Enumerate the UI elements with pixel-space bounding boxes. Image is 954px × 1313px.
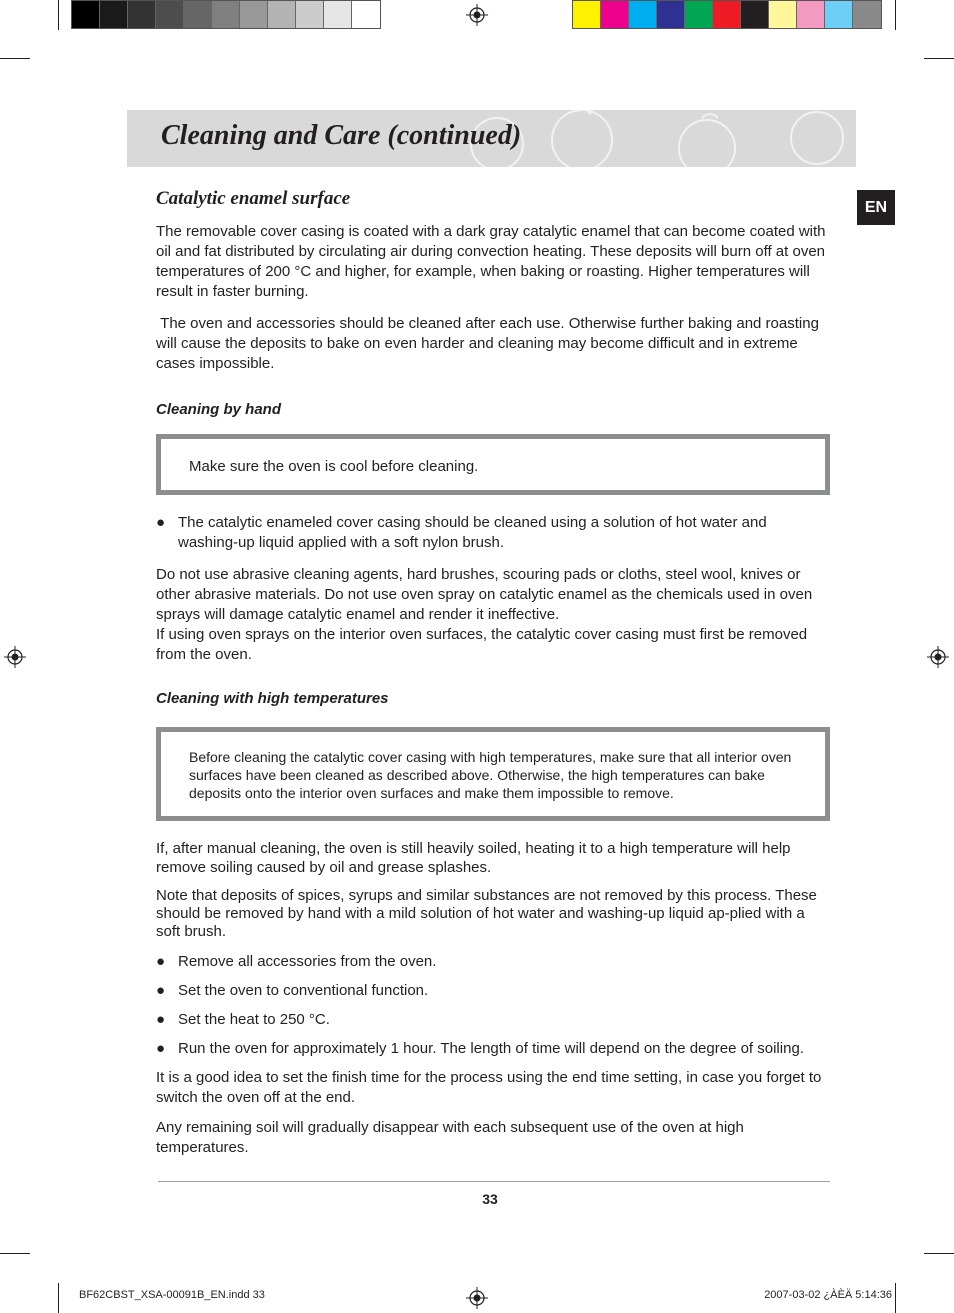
registration-mark-top-icon [466,4,488,26]
crop-mark-top-left-h [0,58,30,59]
color-swatch [240,1,268,28]
registration-mark-bottom-icon [466,1287,488,1309]
crop-mark-bottom-right-v [895,1283,896,1313]
crop-mark-top-right-v [895,0,896,30]
color-swatch [797,1,825,28]
intro-paragraph-2: The oven and accessories should be cleaned after each use. Otherwise further baking and roasting will cause the deposits to bake on even harder and cleaning may become difficult and in extreme cases impossible. [156,315,824,372]
color-swatch [184,1,212,28]
color-swatch [573,1,601,28]
page-number: 33 [482,1191,498,1207]
bullet-icon: ● [156,953,166,970]
paragraph-abrasives: Do not use abrasive cleaning agents, hard brushes, scouring pads or cloths, steel wool, knives or other abrasive materials. Do not use oven spray on catalytic enamel as the chemicals used in oven sprays will damage catalytic enamel and render it ineffective. [156,566,813,623]
process-color-bar [572,0,882,29]
color-swatch [352,1,380,28]
bullet-icon: ● [156,1011,166,1028]
color-swatch [629,1,657,28]
footer-divider [158,1181,830,1182]
print-timestamp: 2007-03-02 ¿ÀÈÄ 5:14:36 [764,1289,892,1301]
file-slug: BF62CBST_XSA-00091B_EN.indd 33 [79,1289,265,1301]
list-item-text: Run the oven for approximately 1 hour. The length of time will depend on the degree of soiling. [178,1040,804,1057]
list-item [156,1039,830,1059]
color-swatch [268,1,296,28]
list-item-text: Set the heat to 250 °C. [178,1011,330,1028]
intro-paragraph-1: The removable cover casing is coated with a dark gray catalytic enamel that can become coated with oil and fat distributed by circulating air during convection heating. These deposits will burn off at oven temperatures of 200 °C and higher, for example, when baking or roasting. Higher temperatures will result in faster burning. [156,223,826,300]
list-item [156,981,830,1001]
paragraph-oven-sprays: If using oven sprays on the interior oven surfaces, the catalytic cover casing must first be removed from the oven. [156,626,808,663]
grayscale-color-bar [71,0,381,29]
subheading-cleaning-by-hand: Cleaning by hand [156,401,282,418]
list-item [156,952,830,972]
color-swatch [601,1,629,28]
paragraph-deposits: Note that deposits of spices, syrups and similar substances are not removed by this process. These should be removed by hand with a mild solution of hot water and washing-up liquid ap-plied with a soft brush. [156,887,817,940]
color-swatch [685,1,713,28]
language-tab: EN [857,190,895,225]
color-swatch [713,1,741,28]
color-swatch [100,1,128,28]
steps-list [156,952,830,1059]
note-text: Before cleaning the catalytic cover casing with high temperatures, make sure that all interior oven surfaces have been cleaned as described above. Otherwise, the high temperatures can bake deposits onto the interior oven surfaces and make them impossible to remove. [189,749,792,801]
bullet-icon: ● [156,514,166,531]
list-item [156,513,830,553]
color-swatch [657,1,685,28]
bullet-icon: ● [156,1040,166,1057]
color-swatch [128,1,156,28]
paragraph-finish-time: It is a good idea to set the finish time for the process using the end time setting, in case you forget to switch the oven off at the end. [156,1069,822,1106]
color-swatch [72,1,100,28]
crop-mark-bottom-right-h [924,1253,954,1254]
paragraph-remaining-soil: Any remaining soil will gradually disappear with each subsequent use of the oven at high temperatures. [156,1119,744,1156]
color-swatch [769,1,797,28]
list-item-text: The catalytic enameled cover casing should be cleaned using a solution of hot water and washing-up liquid applied with a soft nylon brush. [178,514,767,551]
crop-mark-bottom-left-v [58,1283,59,1313]
list-item [156,1010,830,1030]
main-content [156,186,830,1170]
color-swatch [825,1,853,28]
color-swatch [212,1,240,28]
color-swatch [296,1,324,28]
color-swatch [741,1,769,28]
color-swatch [156,1,184,28]
title-bar [127,110,856,167]
page-title: Cleaning and Care (continued) [161,120,522,151]
section-heading: Catalytic enamel surface [156,188,351,209]
note-text: Make sure the oven is cool before cleaning. [189,458,479,475]
bullet-icon: ● [156,982,166,999]
crop-mark-top-left-v [58,0,59,30]
color-swatch [324,1,352,28]
registration-mark-left-icon [4,646,26,668]
list-item-text: Remove all accessories from the oven. [178,953,437,970]
subheading-cleaning-high-temperatures: Cleaning with high temperatures [156,690,389,707]
registration-mark-right-icon [927,646,949,668]
crop-mark-top-right-h [924,58,954,59]
note-box-high-temperatures [156,727,830,821]
list-item-text: Set the oven to conventional function. [178,982,429,999]
note-box-cool-oven [156,434,830,495]
color-swatch [853,1,881,28]
paragraph-heavily-soiled: If, after manual cleaning, the oven is still heavily soiled, heating it to a high temperature will help remove soiling caused by oil and grease splashes. [156,840,791,876]
crop-mark-bottom-left-h [0,1253,30,1254]
